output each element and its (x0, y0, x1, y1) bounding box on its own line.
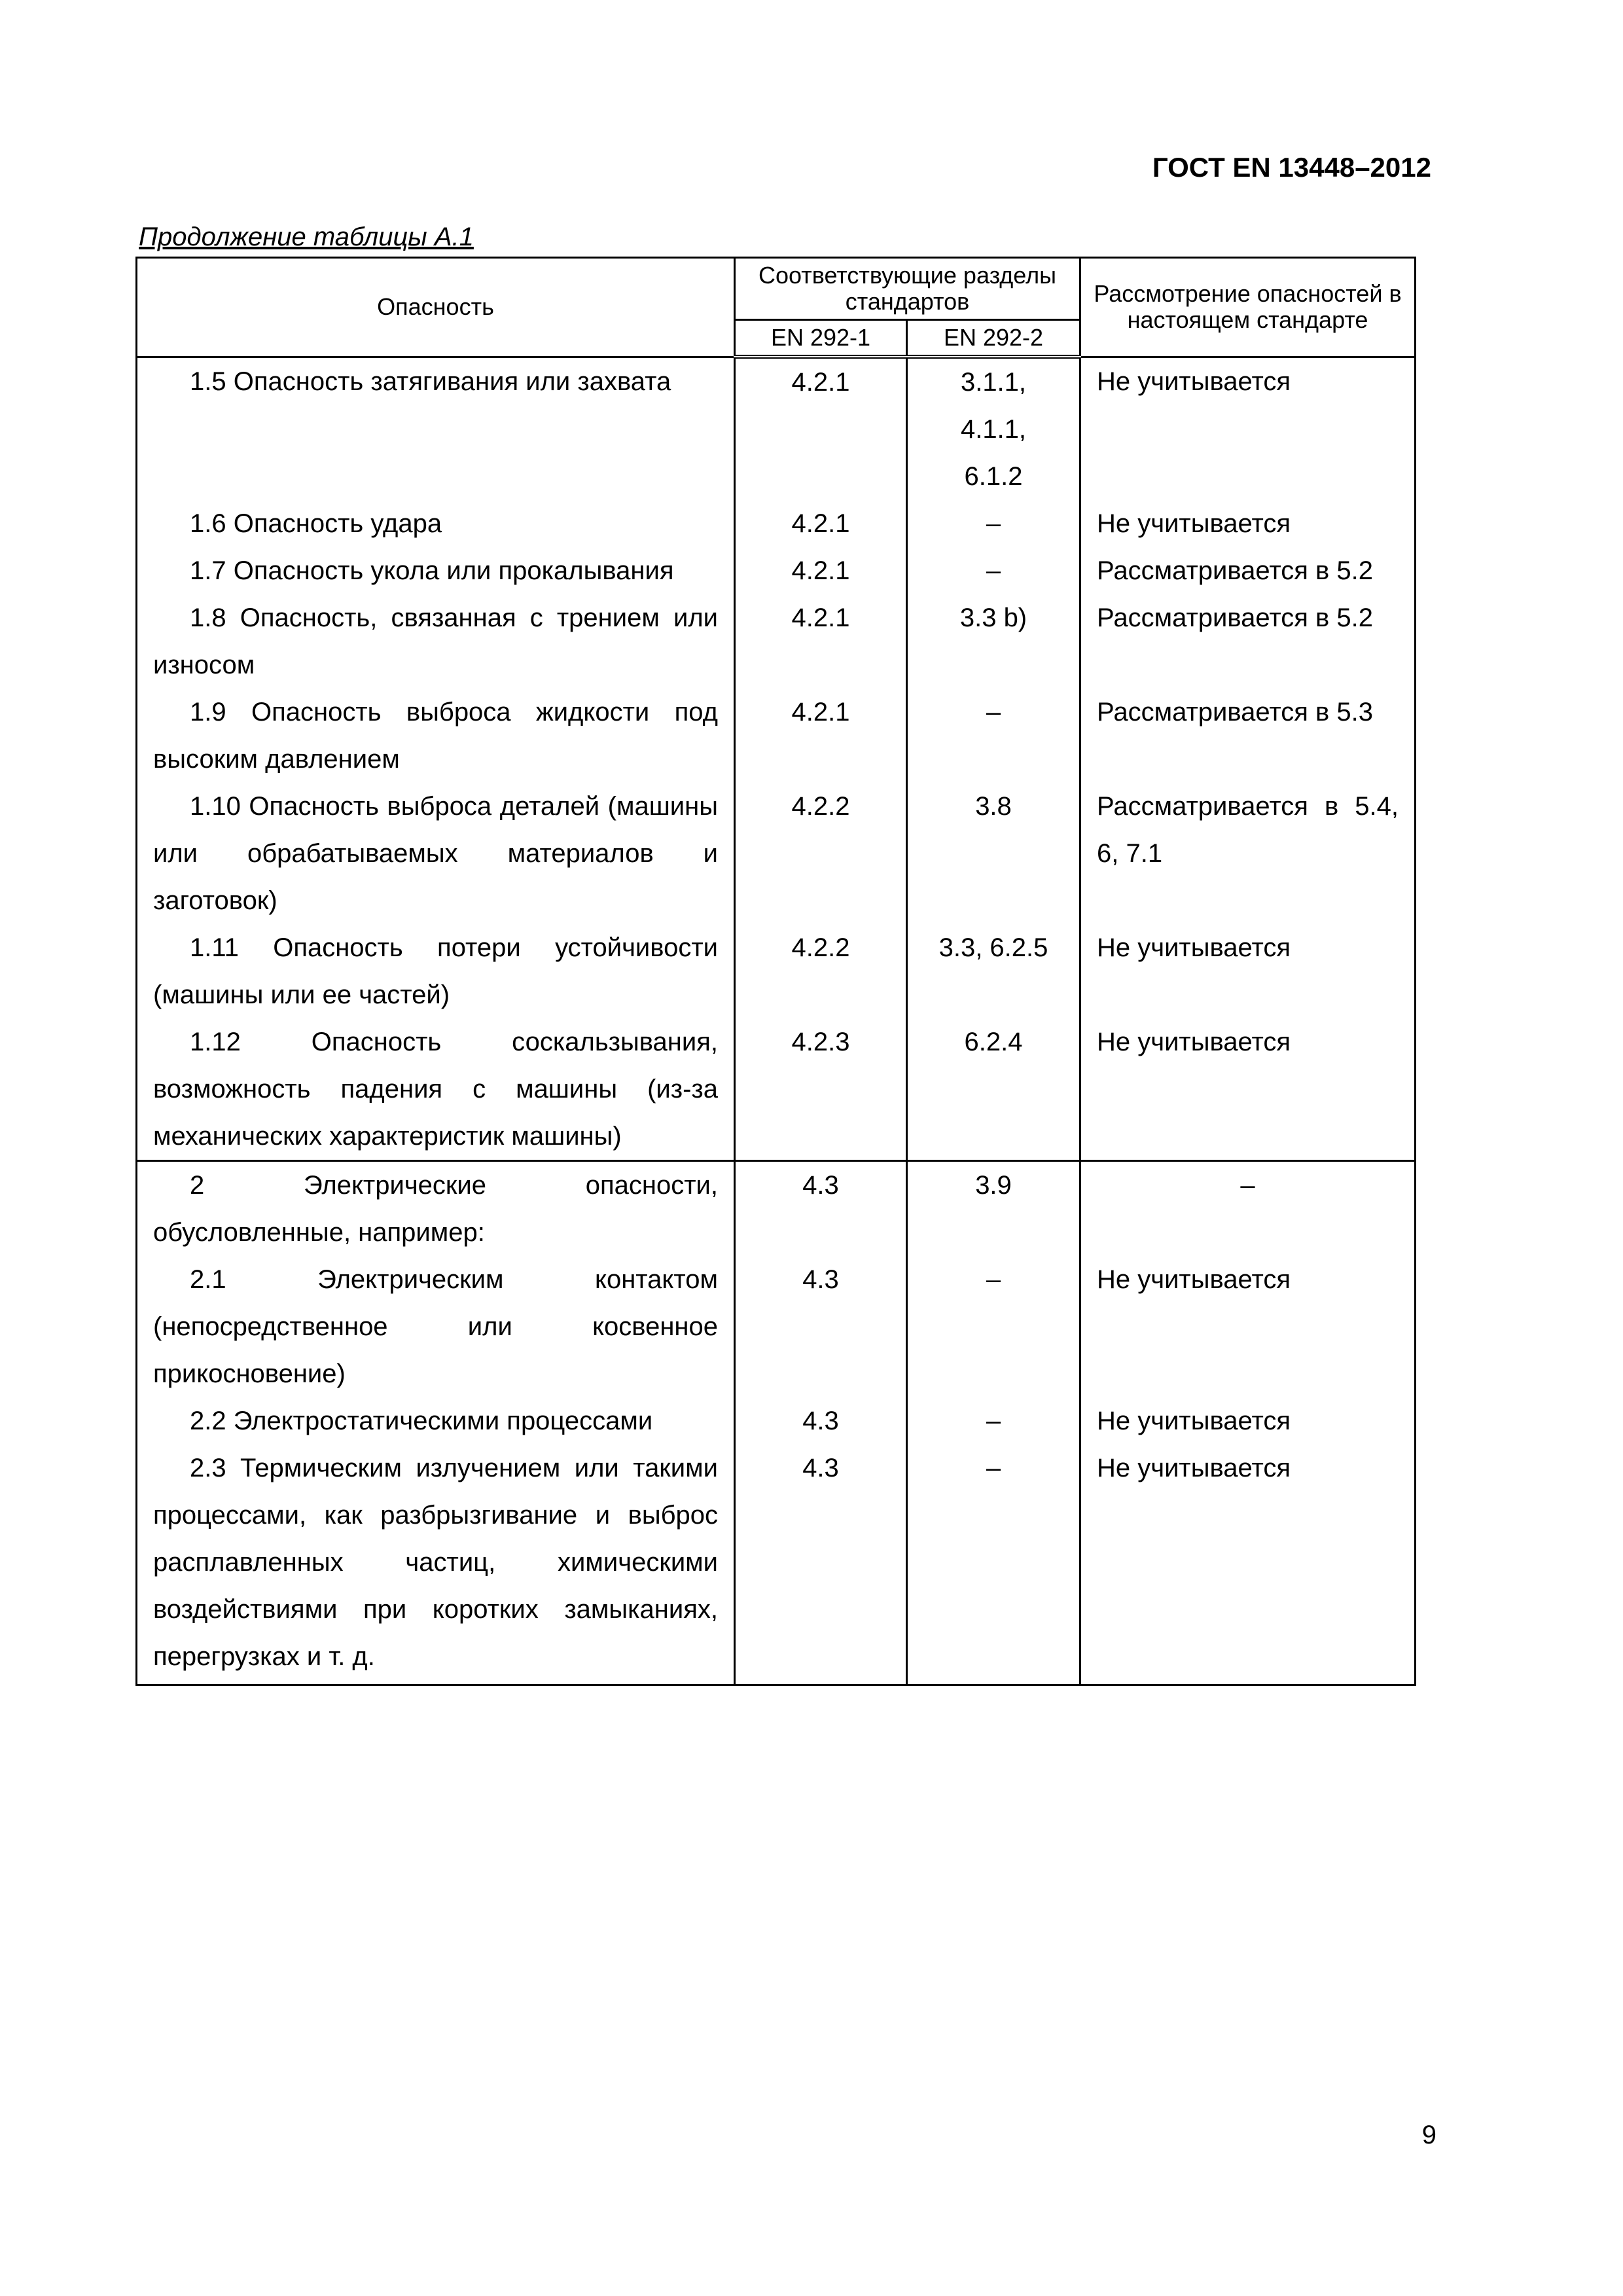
en292-1-cell: 4.3 (735, 1161, 907, 1257)
en292-1-cell: 4.2.2 (735, 783, 907, 924)
table-row (137, 1444, 1416, 1685)
table-row (137, 783, 1416, 924)
table-row (137, 1161, 1416, 1257)
header-standard-sections: Соответствующие разделы стандартов (735, 258, 1080, 320)
table-row (137, 357, 1416, 500)
hazard-cell: 2 Электрические опасности, обусловленные, например: (137, 1161, 735, 1257)
table-row (137, 1256, 1416, 1397)
table-row (137, 1397, 1416, 1444)
hazard-cell: 2.1 Электрическим контактом (непосредственное или косвенное прикосновение) (137, 1256, 735, 1397)
en292-1-cell: 4.3 (735, 1256, 907, 1397)
hazard-cell: 1.7 Опасность укола или прокалывания (137, 547, 735, 594)
consideration-cell: Рассматривается в 5.2 (1080, 547, 1416, 594)
consideration-cell: Не учитывается (1080, 1256, 1416, 1397)
en292-1-cell: 4.2.1 (735, 357, 907, 500)
consideration-cell: Не учитывается (1080, 500, 1416, 547)
consideration-cell: Не учитывается (1080, 1444, 1416, 1685)
consideration-cell: Не учитывается (1080, 1397, 1416, 1444)
hazard-cell: 1.12 Опасность соскальзывания, возможность падения с машины (из-за механических характеристик машины) (137, 1018, 735, 1161)
hazards-table (135, 257, 1416, 1686)
hazard-cell: 1.6 Опасность удара (137, 500, 735, 547)
table-row (137, 500, 1416, 547)
hazard-cell: 1.11 Опасность потери устойчивости (машины или ее частей) (137, 924, 735, 1018)
en292-2-cell: – (907, 1397, 1080, 1444)
page-number: 9 (1421, 2121, 1436, 2149)
header-en292-2: EN 292-2 (907, 320, 1080, 357)
table-caption: Продолжение таблицы А.1 (139, 223, 474, 251)
consideration-cell: Рассматривается в 5.3 (1080, 689, 1416, 783)
en292-2-cell: 3.8 (907, 783, 1080, 924)
consideration-cell: Не учитывается (1080, 357, 1416, 500)
table-row (137, 547, 1416, 594)
consideration-cell: Рассматривается в 5.4, 6, 7.1 (1080, 783, 1416, 924)
en292-2-cell: 3.9 (907, 1161, 1080, 1257)
en292-2-cell: 3.1.1, 4.1.1, 6.1.2 (907, 357, 1080, 500)
en292-2-cell: – (907, 547, 1080, 594)
hazard-cell: 1.9 Опасность выброса жидкости под высоким давлением (137, 689, 735, 783)
en292-2-cell: 3.3 b) (907, 594, 1080, 689)
consideration-cell: Не учитывается (1080, 924, 1416, 1018)
hazard-cell: 1.8 Опасность, связанная с трением или износом (137, 594, 735, 689)
en292-2-cell: – (907, 500, 1080, 547)
table-row (137, 1018, 1416, 1161)
en292-1-cell: 4.2.2 (735, 924, 907, 1018)
en292-1-cell: 4.3 (735, 1444, 907, 1685)
en292-1-cell: 4.2.1 (735, 547, 907, 594)
hazard-cell: 1.10 Опасность выброса деталей (машины или обрабатываемых материалов и заготовок) (137, 783, 735, 924)
en292-2-cell: – (907, 1256, 1080, 1397)
hazard-cell: 2.3 Термическим излучением или такими процессами, как разбрызгивание и выброс расплавленных частиц, химическими воздействиями при коротких замыканиях, перегрузках и т. д. (137, 1444, 735, 1685)
hazard-cell: 1.5 Опасность затягивания или захвата (137, 357, 735, 500)
document-code: ГОСТ EN 13448–2012 (1152, 152, 1431, 183)
table-row (137, 689, 1416, 783)
en292-1-cell: 4.3 (735, 1397, 907, 1444)
table-row (137, 924, 1416, 1018)
consideration-cell: Рассматривается в 5.2 (1080, 594, 1416, 689)
en292-2-cell: 6.2.4 (907, 1018, 1080, 1161)
en292-1-cell: 4.2.1 (735, 689, 907, 783)
en292-2-cell: 3.3, 6.2.5 (907, 924, 1080, 1018)
header-consideration: Рассмотрение опасностей в настоящем стандарте (1080, 258, 1416, 357)
en292-1-cell: 4.2.1 (735, 500, 907, 547)
en292-1-cell: 4.2.3 (735, 1018, 907, 1161)
header-hazard: Опасность (137, 258, 735, 357)
en292-1-cell: 4.2.1 (735, 594, 907, 689)
en292-2-cell: – (907, 689, 1080, 783)
en292-2-cell: – (907, 1444, 1080, 1685)
header-en292-1: EN 292-1 (735, 320, 907, 357)
hazard-cell: 2.2 Электростатическими процессами (137, 1397, 735, 1444)
table-row (137, 594, 1416, 689)
consideration-cell: – (1080, 1161, 1416, 1257)
consideration-cell: Не учитывается (1080, 1018, 1416, 1161)
